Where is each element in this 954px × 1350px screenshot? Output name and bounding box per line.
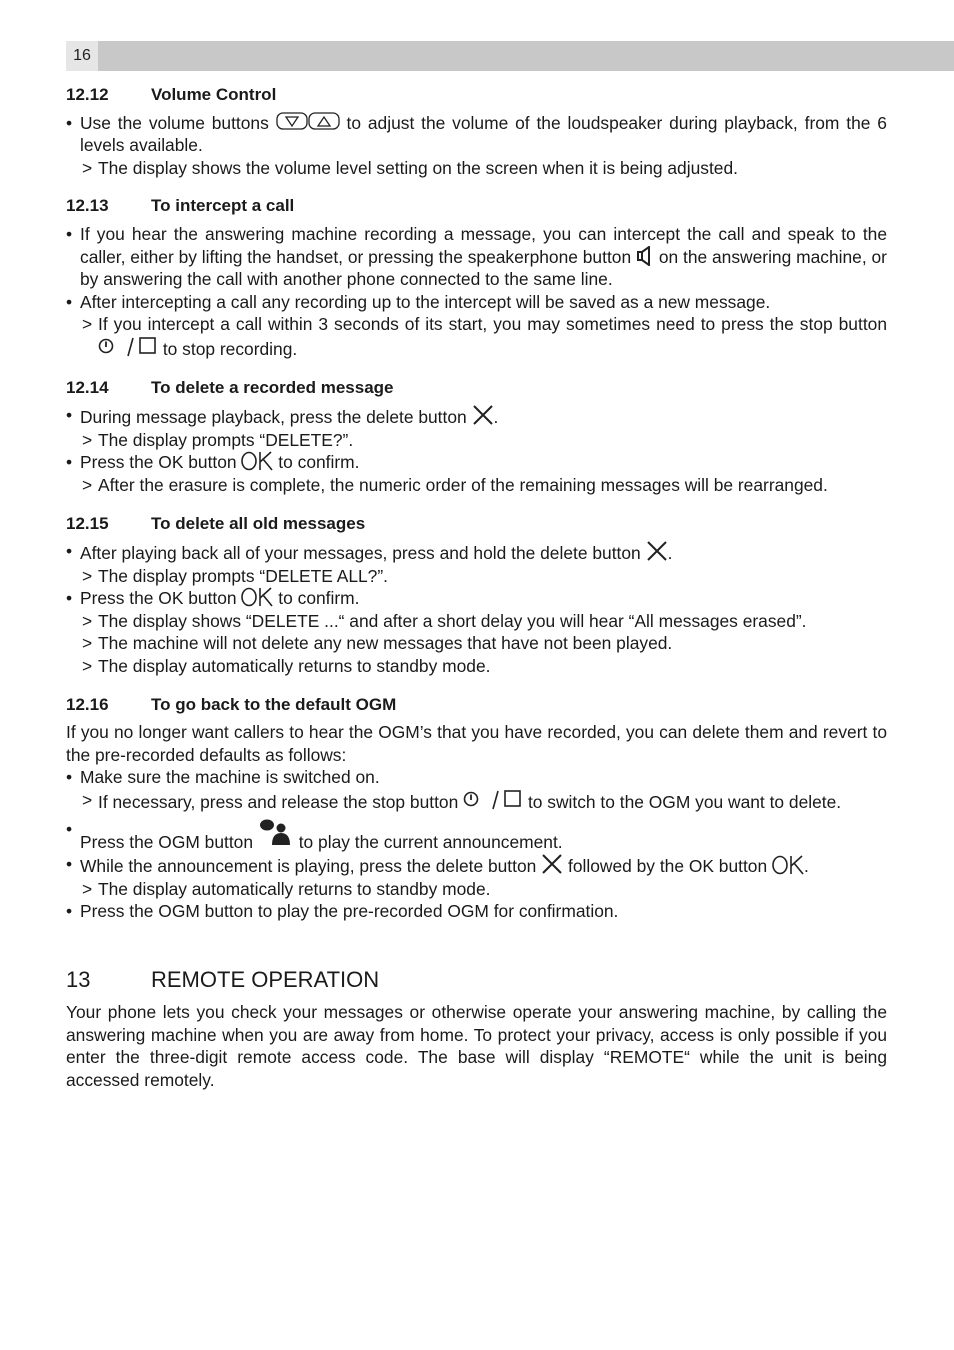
bullet: • [66,818,73,839]
text: Press the OGM button to play the pre-recorded OGM for confirmation. [80,901,619,922]
bullet: • [66,767,73,788]
chapter-heading-13 [66,967,887,993]
bullet: • [66,291,73,312]
text: to play the current announcement. [298,831,563,852]
chapter-title: REMOTE OPERATION [151,967,380,992]
note-item [66,789,887,814]
bullet: • [66,901,73,922]
section-title: To delete all old messages [151,513,366,533]
list-item [66,451,887,474]
text: followed by the OK button [568,856,768,877]
list-item [66,900,887,923]
arrow: > [82,610,93,631]
paragraph: If you no longer want callers to hear the OGM’s that you have recorded, you can delete them and revert to the pre-recorded defaults as follows: [66,722,887,765]
section-title: Volume Control [151,85,277,104]
volume-buttons-icon [276,112,340,132]
section-heading-12-13 [66,195,887,218]
bullet: • [66,588,73,609]
ok-icon [241,451,273,471]
text: Press the OGM button [80,831,254,852]
delete-x-icon [646,540,668,562]
note-item [66,474,887,497]
list-item [66,291,887,314]
ok-icon [772,855,804,875]
text: . [667,543,673,564]
ogm-icon [258,818,294,846]
note-item [66,565,887,588]
text: to switch to the OGM you want to delete. [527,792,842,813]
section-heading-12-16 [66,694,887,717]
page-number: 16 [66,41,98,71]
speaker-icon [636,246,654,266]
text: to confirm. [278,452,360,473]
delete-x-icon [541,853,563,875]
text: Use the volume buttons [80,112,269,133]
bullet: • [66,452,73,473]
text: If you hear the answering machine recording a message, you can intercept the call and speak to the caller, either by lifting the handset, or pressing the speakerphone button [80,223,887,267]
arrow: > [82,474,93,495]
chapter-number: 13 [66,967,91,992]
section-heading-12-12 [66,84,887,107]
text: The display automatically returns to standby mode. [98,656,491,677]
note-item [66,878,887,901]
text: The display shows “DELETE ...“ and after a short delay you will hear “All messages erased”. [98,610,807,631]
section-title: To delete a recorded message [151,377,394,397]
text: After the erasure is complete, the numeric order of the remaining messages will be rearranged. [98,474,828,495]
bullet: • [66,854,73,875]
list-item [66,853,887,878]
stop-icon [463,789,523,811]
note-item [66,157,887,180]
text: to adjust the volume of the loudspeaker during playback, from the 6 levels available. [80,112,887,156]
section-number: 12.12 [66,85,109,104]
text: The display prompts “DELETE?”. [98,429,354,450]
text: If necessary, press and release the stop button [98,792,459,813]
note-item [66,610,887,633]
text: The display prompts “DELETE ALL?”. [98,565,388,586]
text: After playing back all of your messages, press and hold the delete button [80,543,641,564]
delete-x-icon [472,404,494,426]
text: The machine will not delete any new messages that have not been played. [98,633,673,654]
list-item [66,766,887,789]
list-item [66,404,887,429]
bullet: • [66,405,73,426]
list-item [66,112,887,157]
stop-icon [98,336,158,358]
text: The display automatically returns to standby mode. [98,878,491,899]
text: If you intercept a call within 3 seconds of its start, you may sometimes need to press the stop button [98,314,887,335]
arrow: > [82,878,93,899]
text: Make sure the machine is switched on. [80,767,380,788]
section-heading-12-15 [66,513,887,536]
text: . [493,407,499,428]
page-content [66,84,887,1091]
bullet: • [66,223,73,244]
text: Press the OK button [80,452,237,473]
text: . [804,856,809,877]
note-item [66,655,887,678]
section-title: To go back to the default OGM [151,694,397,714]
text: Press the OK button [80,588,237,609]
ok-icon [241,587,273,607]
bullet: • [66,112,73,133]
text: After intercepting a call any recording up to the intercept will be saved as a new message. [80,291,771,312]
bullet: • [66,541,73,562]
text: to stop recording. [162,338,298,359]
note-item [66,632,887,655]
list-item [66,223,887,291]
paragraph: Your phone lets you check your messages or otherwise operate your answering machine, by calling the answering machine when you are away from home. To protect your privacy, access is only possible if you enter the three-digit remote access code. The base will display “REMOTE“ while the unit is being accessed remotely. [66,1002,887,1090]
list-item [66,540,887,565]
list-item [66,587,887,610]
note-item [66,313,887,360]
arrow: > [82,157,93,178]
section-number: 12.14 [66,377,109,397]
section-number: 12.16 [66,694,109,714]
text: The display shows the volume level setting on the screen when it is being adjusted. [98,157,738,178]
arrow: > [82,656,93,677]
section-number: 12.15 [66,513,109,533]
text: During message playback, press the delete button [80,407,467,428]
text: on the answering machine, or by answering the call with another phone connected to the same line. [80,246,887,290]
list-item [66,818,887,854]
arrow: > [82,790,93,811]
arrow: > [82,633,93,654]
page-header-bar [66,41,954,71]
section-number: 12.13 [66,196,109,216]
section-title: To intercept a call [151,196,295,216]
text: to confirm. [278,588,360,609]
arrow: > [82,429,93,450]
note-item [66,429,887,452]
section-heading-12-14 [66,377,887,400]
arrow: > [82,565,93,586]
arrow: > [82,314,93,335]
text: While the announcement is playing, press the delete button [80,856,537,877]
